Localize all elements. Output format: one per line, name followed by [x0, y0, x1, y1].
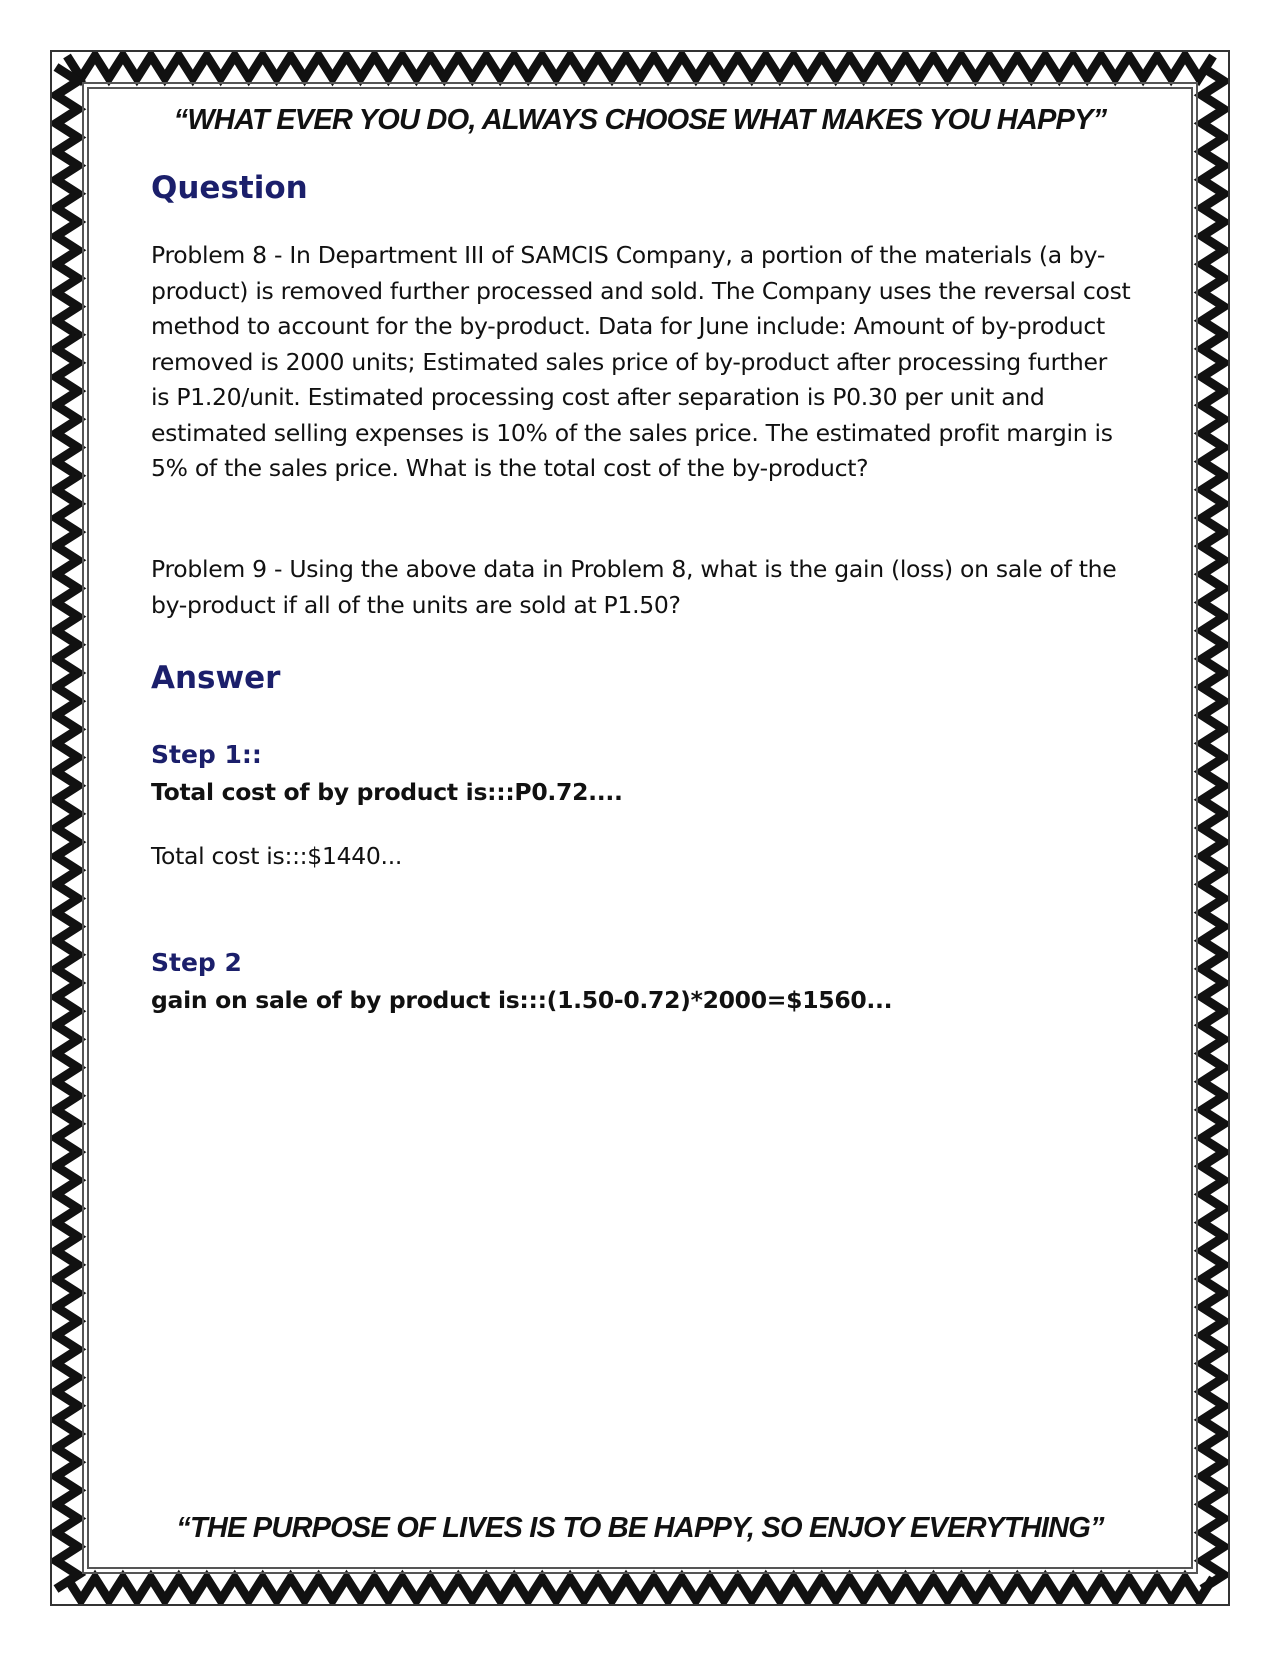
step-2-result: gain on sale of by product is:::(1.50-0.72)*2000=$1560... — [151, 986, 893, 1014]
step-1-title: Step 1:: — [151, 740, 262, 769]
bottom-quote: “THE PURPOSE OF LIVES IS TO BE HAPPY, SO ENJOY EVERYTHING” — [176, 1512, 1104, 1544]
zigzag-segment — [67, 56, 1213, 78]
zigzag-segment — [1202, 67, 1224, 1589]
top-quote: “WHAT EVER YOU DO, ALWAYS CHOOSE WHAT MAKES YOU HAPPY” — [173, 104, 1107, 136]
zigzag-segment — [56, 67, 78, 1589]
problem-9-text: Problem 9 - Using the above data in Problem 8, what is the gain (loss) on sale of the by-product if all of the units are sold at P1.50? — [151, 555, 1117, 619]
problem-8-text: Problem 8 - In Department III of SAMCIS Company, a portion of the materials (a by-product) is removed further processed and sold. The Company uses the reversal cost method to account for the by-product. Data for June include: Amount of by-product removed is 2000 units; Estimated sales price of by-product after processing further is P1.20/unit. Estimated processing cost after separation is P0.30 per unit and estimated selling expenses is 10% of the sales price. The estimated profit margin is 5% of the sales price. What is the total cost of the by-product? — [151, 241, 1131, 482]
zigzag-segment — [67, 1578, 1213, 1600]
question-heading: Question — [151, 170, 308, 206]
answer-heading: Answer — [151, 660, 281, 696]
step-1-result: Total cost of by product is:::P0.72.... — [151, 778, 623, 806]
step-2-title: Step 2 — [151, 948, 242, 977]
step-1-total-cost: Total cost is:::$1440... — [151, 842, 403, 870]
